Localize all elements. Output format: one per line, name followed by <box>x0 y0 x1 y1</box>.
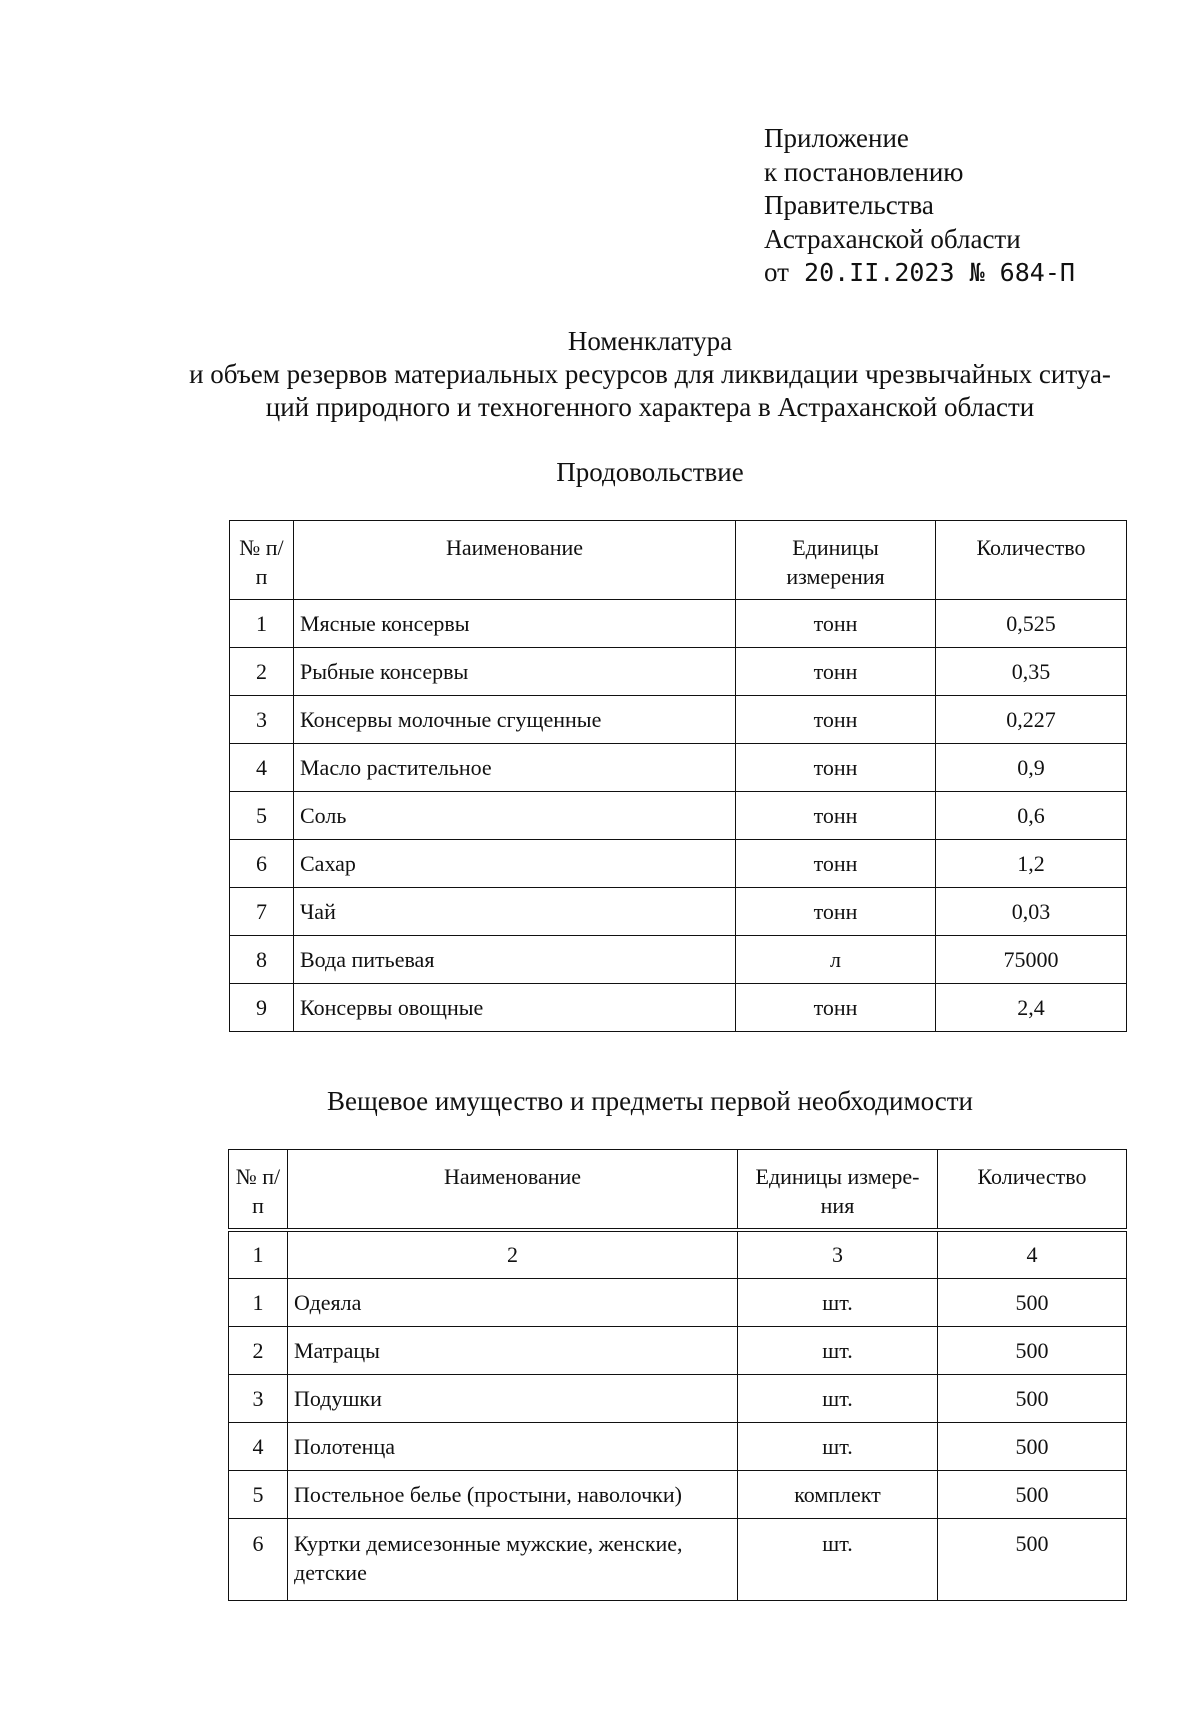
row-num: 6 <box>230 840 294 888</box>
row-name: Масло растительное <box>294 744 736 792</box>
table-row <box>230 984 1127 1032</box>
table-row <box>230 744 1127 792</box>
appendix-date-line <box>764 256 1075 290</box>
table-row <box>229 1279 1127 1327</box>
table-row <box>229 1375 1127 1423</box>
row-unit: тонн <box>736 600 936 648</box>
appendix-line-4: Астраханской области <box>764 223 1021 254</box>
table-row <box>230 792 1127 840</box>
header-unit: Единицы измерения <box>736 521 936 600</box>
document-title <box>150 325 1150 424</box>
table-row <box>229 1327 1127 1375</box>
row-qty: 75000 <box>936 936 1127 984</box>
row-qty: 0,227 <box>936 696 1127 744</box>
row-unit: комплект <box>738 1471 938 1519</box>
header-qty: Количество <box>938 1150 1127 1231</box>
appendix-line-1: Приложение <box>764 123 909 153</box>
row-num: 9 <box>230 984 294 1032</box>
row-num: 2 <box>230 648 294 696</box>
food-table-header <box>230 521 1127 600</box>
table-row <box>229 1423 1127 1471</box>
row-unit: шт. <box>738 1423 938 1471</box>
row-qty: 500 <box>938 1279 1127 1327</box>
row-name: Куртки демисезонные мужские, женские, детские <box>288 1519 738 1601</box>
row-qty: 0,35 <box>936 648 1127 696</box>
header-name: Наименование <box>294 521 736 600</box>
row-num: 2 <box>229 1327 288 1375</box>
row-qty: 0,6 <box>936 792 1127 840</box>
row-num: 1 <box>230 600 294 648</box>
row-unit: тонн <box>736 648 936 696</box>
appendix-block <box>764 122 1075 290</box>
table-row <box>230 840 1127 888</box>
column-number: 2 <box>288 1230 738 1279</box>
column-number: 1 <box>229 1230 288 1279</box>
row-qty: 500 <box>938 1327 1127 1375</box>
row-name: Одеяла <box>288 1279 738 1327</box>
header-num: № п/п <box>229 1150 288 1231</box>
row-num: 5 <box>230 792 294 840</box>
appendix-line-2: к постановлению <box>764 156 964 187</box>
row-qty: 500 <box>938 1471 1127 1519</box>
row-name: Постельное белье (простыни, наволочки) <box>288 1471 738 1519</box>
row-qty: 0,03 <box>936 888 1127 936</box>
table-row <box>230 696 1127 744</box>
title-line-3: ций природного и техногенного характера в Астраханской области <box>265 392 1035 422</box>
table-row <box>230 600 1127 648</box>
row-num: 1 <box>229 1279 288 1327</box>
row-unit: шт. <box>738 1375 938 1423</box>
row-name: Чай <box>294 888 736 936</box>
row-unit: тонн <box>736 744 936 792</box>
row-name: Полотенца <box>288 1423 738 1471</box>
table-row <box>229 1471 1127 1519</box>
appendix-line-3: Правительства <box>764 190 934 220</box>
row-num: 4 <box>229 1423 288 1471</box>
header-unit: Единицы измере-ния <box>738 1150 938 1231</box>
row-num: 3 <box>229 1375 288 1423</box>
goods-table <box>228 1149 1127 1601</box>
row-num: 7 <box>230 888 294 936</box>
row-num: 6 <box>229 1519 288 1601</box>
row-name: Вода питьевая <box>294 936 736 984</box>
row-name: Мясные консервы <box>294 600 736 648</box>
row-unit: тонн <box>736 840 936 888</box>
row-name: Соль <box>294 792 736 840</box>
row-unit: тонн <box>736 888 936 936</box>
row-qty: 500 <box>938 1375 1127 1423</box>
column-number-row <box>229 1230 1127 1279</box>
column-number: 3 <box>738 1230 938 1279</box>
table-row <box>230 888 1127 936</box>
row-num: 3 <box>230 696 294 744</box>
food-section-title: Продовольствие <box>556 457 744 487</box>
row-unit: л <box>736 936 936 984</box>
header-qty: Количество <box>936 521 1127 600</box>
date-number: 20.II.2023 № 684-П <box>804 258 1075 287</box>
row-qty: 0,525 <box>936 600 1127 648</box>
title-line-1: Номенклатура <box>567 326 733 356</box>
row-name: Консервы молочные сгущенные <box>294 696 736 744</box>
row-num: 8 <box>230 936 294 984</box>
header-name: Наименование <box>288 1150 738 1231</box>
row-unit: тонн <box>736 792 936 840</box>
food-table <box>229 520 1127 1032</box>
row-qty: 1,2 <box>936 840 1127 888</box>
row-name: Подушки <box>288 1375 738 1423</box>
row-qty: 2,4 <box>936 984 1127 1032</box>
row-name: Консервы овощные <box>294 984 736 1032</box>
table-row <box>229 1519 1127 1601</box>
row-qty: 500 <box>938 1519 1127 1601</box>
header-num: № п/п <box>230 521 294 600</box>
title-line-2: и объем резервов материальных ресурсов для ликвидации чрезвычайных ситуа- <box>189 359 1111 389</box>
row-unit: шт. <box>738 1519 938 1601</box>
row-unit: шт. <box>738 1279 938 1327</box>
row-name: Рыбные консервы <box>294 648 736 696</box>
goods-table-header <box>229 1150 1127 1231</box>
row-unit: тонн <box>736 696 936 744</box>
row-unit: тонн <box>736 984 936 1032</box>
row-num: 4 <box>230 744 294 792</box>
row-num: 5 <box>229 1471 288 1519</box>
row-unit: шт. <box>738 1327 938 1375</box>
row-name: Сахар <box>294 840 736 888</box>
row-qty: 0,9 <box>936 744 1127 792</box>
row-qty: 500 <box>938 1423 1127 1471</box>
date-prefix: от <box>764 257 789 287</box>
table-row <box>230 648 1127 696</box>
goods-section-title: Вещевое имущество и предметы первой необходимости <box>327 1086 973 1116</box>
column-number: 4 <box>938 1230 1127 1279</box>
row-name: Матрацы <box>288 1327 738 1375</box>
table-row <box>230 936 1127 984</box>
